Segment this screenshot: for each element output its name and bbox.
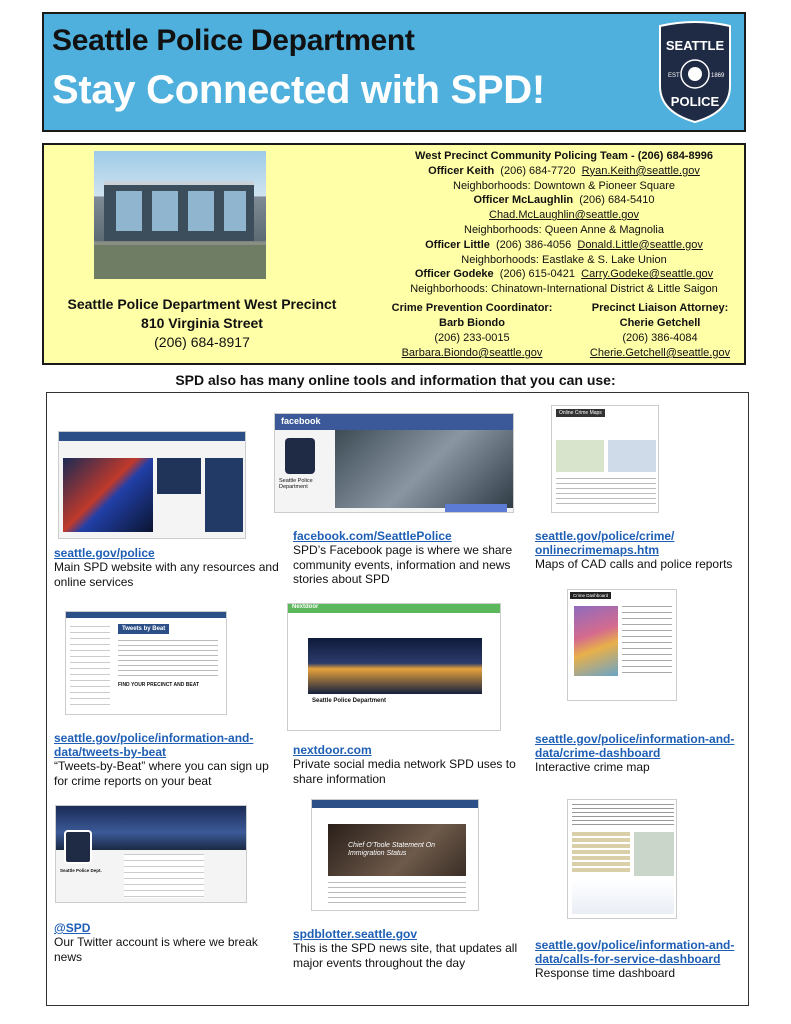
tweets-title: Tweets by Beat: [118, 624, 169, 634]
email-link[interactable]: Barbara.Biondo@seattle.gov: [401, 347, 543, 359]
tool-description: Main SPD website with any resources and online services: [54, 560, 279, 589]
precinct-phone: (206) 684-8917: [154, 334, 250, 350]
badge-top-text: SEATTLE: [665, 38, 725, 53]
officer-godeke-neighborhoods: Neighborhoods: Chinatown-International District & Little Saigon: [410, 283, 718, 296]
crime-dashboard-title: Crime Dashboard: [570, 592, 611, 599]
tool-description: Our Twitter account is where we break news: [54, 935, 258, 964]
badge-est-text: EST: [668, 73, 680, 79]
seattle-gov-thumbnail: [58, 431, 246, 539]
liaison-attorney-block: [570, 301, 750, 361]
twitter-account-name: Seattle Police Dept.: [60, 868, 102, 873]
tool-link[interactable]: nextdoor.com: [293, 743, 372, 757]
officer-keith-line: Officer Keith (206) 684-7720 Ryan.Keith@seattle.gov: [428, 164, 700, 177]
crime-prevention-phone: (206) 233-0015: [434, 332, 510, 344]
nextdoor-page-title: Seattle Police Department: [312, 698, 387, 704]
officer-mclaughlin-line: Officer McLaughlin (206) 684-5410: [473, 194, 655, 207]
tool-card-seattle-gov: [54, 546, 279, 589]
nextdoor-thumbnail: [287, 603, 501, 731]
crime-maps-thumbnail: [551, 405, 659, 513]
tool-description: Response time dashboard: [535, 966, 676, 980]
tool-link[interactable]: facebook.com/SeattlePolice: [293, 529, 452, 543]
crime-prevention-block: [382, 301, 562, 361]
precinct-building-photo: [94, 151, 266, 279]
liaison-name: Cherie Getchell: [619, 317, 701, 329]
tool-description: This is the SPD news site, that updates all major events throughout the day: [293, 941, 518, 970]
tweets-by-beat-thumbnail: [65, 611, 227, 715]
tool-link[interactable]: seattle.gov/police/information-and-data/crime-dashboard: [535, 732, 735, 760]
tool-link[interactable]: seattle.gov/police: [54, 546, 155, 560]
tool-card-spd-blotter: [293, 927, 518, 970]
blotter-headline: Chief O'Toole Statement On Immigration Status: [348, 842, 436, 857]
email-link[interactable]: Carry.Godeke@seattle.gov: [581, 268, 714, 281]
tool-description: Maps of CAD calls and police reports: [535, 557, 733, 571]
email-link[interactable]: Cherie.Getchell@seattle.gov: [589, 347, 731, 359]
calls-for-service-thumbnail: [567, 799, 677, 919]
tool-card-nextdoor: [293, 743, 518, 786]
facebook-page-name: Seattle Police Department: [279, 478, 313, 490]
precinct-address-block: [52, 295, 352, 352]
officer-little-line: Officer Little (206) 386-4056 Donald.Little@seattle.gov: [425, 238, 703, 251]
crime-dashboard-thumbnail: [567, 589, 677, 701]
officer-little-neighborhoods: Neighborhoods: Eastlake & S. Lake Union: [461, 253, 667, 266]
stay-connected-title: Stay Connected with SPD!: [52, 68, 545, 112]
crime-maps-title: Online Crime Maps: [556, 409, 605, 417]
twitter-thumbnail: [55, 805, 247, 903]
nextdoor-logo: Nextdoor: [292, 604, 319, 610]
badge-bottom-text: POLICE: [670, 94, 720, 109]
tool-description: Private social media network SPD uses to share information: [293, 757, 516, 786]
precinct-name: Seattle Police Department West Precinct: [67, 296, 337, 312]
department-title: Seattle Police Department: [52, 24, 415, 57]
liaison-title: Precinct Liaison Attorney:: [591, 302, 729, 314]
spd-blotter-thumbnail: [311, 799, 479, 911]
email-link[interactable]: Donald.Little@seattle.gov: [577, 238, 703, 251]
tool-description: Interactive crime map: [535, 760, 650, 774]
tool-link[interactable]: seattle.gov/police/information-and-data/tweets-by-beat: [54, 731, 254, 759]
tool-card-crime-dashboard: [535, 732, 760, 775]
crime-prevention-title: Crime Prevention Coordinator:: [391, 302, 553, 314]
facebook-thumbnail: [274, 413, 514, 513]
community-policing-team: [384, 149, 744, 297]
badge-year-text: 1869: [711, 73, 725, 79]
tool-link[interactable]: seattle.gov/police/crime/ onlinecrimemaps.htm: [535, 529, 675, 557]
email-link[interactable]: Chad.McLaughlin@seattle.gov: [489, 209, 639, 222]
tools-heading: SPD also has many online tools and information that you can use:: [175, 372, 616, 388]
precinct-info-panel: [42, 143, 746, 365]
tool-description: SPD’s Facebook page is where we share community events, information and news stories about SPD: [293, 543, 513, 586]
tool-card-facebook: [293, 529, 518, 587]
crime-prevention-name: Barb Biondo: [439, 317, 505, 329]
tool-link[interactable]: @SPD: [54, 921, 91, 935]
tool-card-twitter: [54, 921, 279, 964]
officer-keith-neighborhoods: Neighborhoods: Downtown & Pioneer Square: [453, 179, 675, 192]
liaison-phone: (206) 386-4084: [622, 332, 698, 344]
officer-mclaughlin-neighborhoods: Neighborhoods: Queen Anne & Magnolia: [464, 223, 664, 236]
team-heading: West Precinct Community Policing Team - (206) 684-8996: [415, 150, 713, 162]
tool-card-calls-for-service: [535, 938, 760, 981]
tool-description: “Tweets-by-Beat” where you can sign up for crime reports on your beat: [54, 759, 269, 788]
facebook-logo: facebook: [281, 416, 321, 426]
header-banner: [42, 12, 746, 132]
online-tools-grid: [46, 392, 749, 1006]
spd-badge-icon: [654, 20, 736, 124]
find-precinct-title: FIND YOUR PRECINCT AND BEAT: [118, 682, 200, 688]
email-link[interactable]: Ryan.Keith@seattle.gov: [581, 164, 700, 177]
tool-card-tweets-by-beat: [54, 731, 279, 788]
precinct-address: 810 Virginia Street: [141, 315, 263, 331]
tool-card-crime-maps: [535, 529, 760, 572]
tool-link[interactable]: spdblotter.seattle.gov: [293, 927, 418, 941]
officer-godeke-line: Officer Godeke (206) 615-0421 Carry.Godeke@seattle.gov: [414, 268, 714, 281]
tool-link[interactable]: seattle.gov/police/information-and-data/calls-for-service-dashboard: [535, 938, 735, 966]
